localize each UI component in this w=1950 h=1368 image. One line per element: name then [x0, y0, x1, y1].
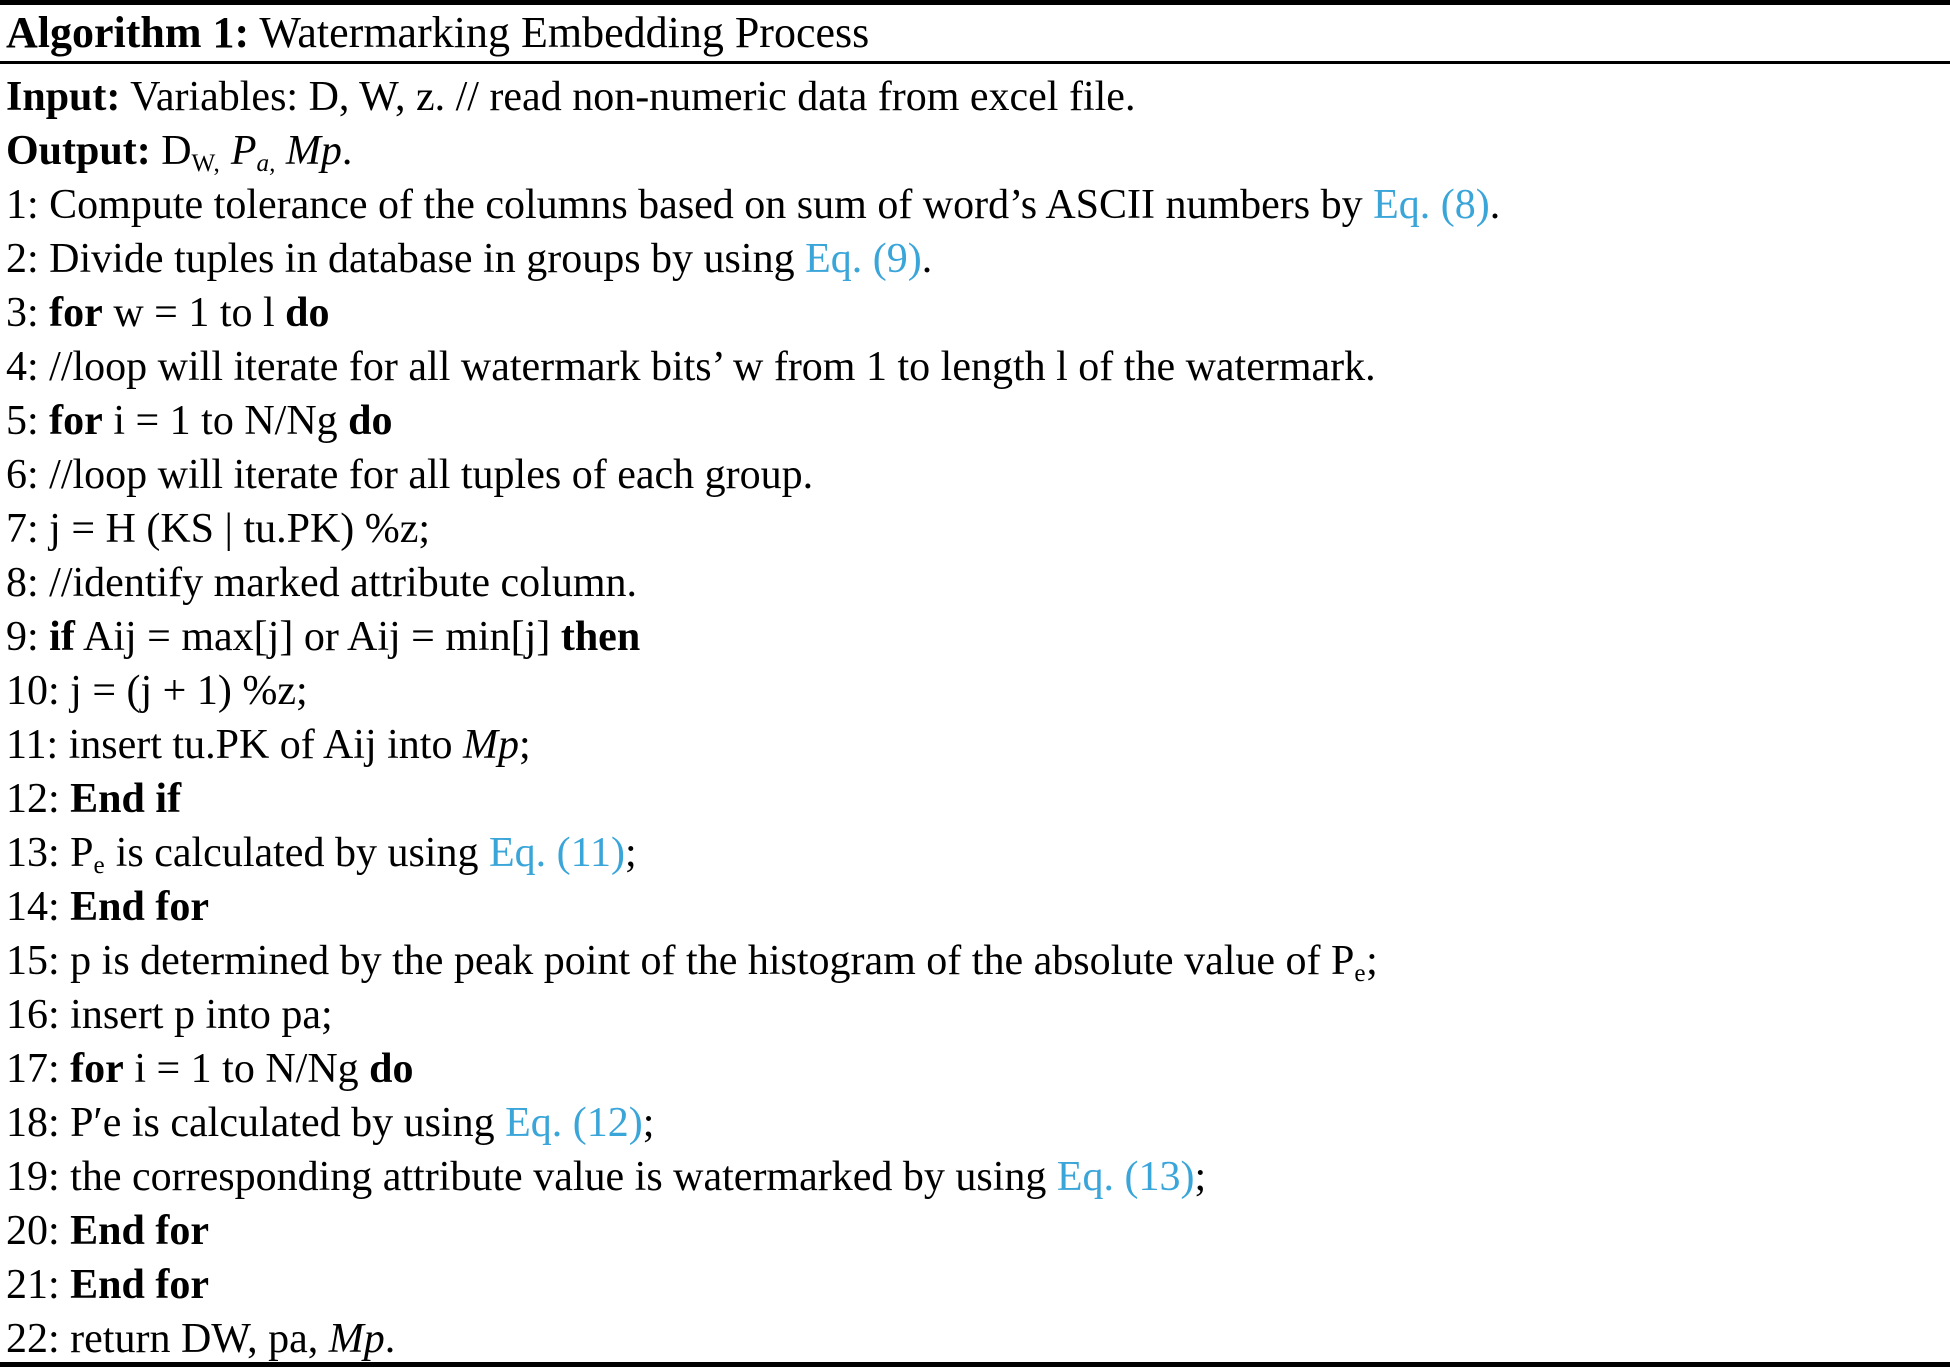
text-segment: Variables: D, W, z. // read non-numeric data from excel file. [120, 74, 1136, 120]
algorithm-line [6, 232, 1950, 286]
algorithm-line [6, 988, 1950, 1042]
text-segment: 13: P [6, 830, 94, 876]
algorithm-line [6, 502, 1950, 556]
text-segment: i = 1 to N/Ng [102, 398, 349, 444]
algorithm-title-label: Algorithm 1: [6, 8, 250, 57]
algorithm-line [6, 1204, 1950, 1258]
text-segment: 11: insert tu.PK of Aij into [6, 722, 463, 768]
text-segment: e [93, 852, 106, 880]
text-segment: . [1489, 182, 1501, 228]
text-segment: do [285, 290, 330, 336]
eq-link[interactable]: Eq. (13) [1056, 1154, 1195, 1200]
text-segment: for [49, 398, 103, 444]
bottom-rule-divider [0, 1362, 1950, 1367]
eq-link[interactable]: Eq. (11) [488, 830, 626, 876]
text-segment: End if [70, 776, 182, 822]
algorithm-line [6, 880, 1950, 934]
text-segment: Mp [328, 1316, 385, 1362]
algorithm-line [6, 70, 1950, 124]
algorithm-title [0, 5, 1950, 61]
text-segment: Mp [462, 722, 519, 768]
text-segment: End for [70, 884, 210, 930]
algorithm-line [6, 448, 1950, 502]
eq-link[interactable]: Eq. (9) [805, 236, 922, 282]
algorithm-line [6, 664, 1950, 718]
text-segment: 10: j = (j + 1) %z; [6, 668, 308, 714]
text-segment: 6: //loop will iterate for all tuples of each group. [6, 452, 814, 498]
text-segment: 14: [6, 884, 71, 930]
text-segment: then [560, 614, 641, 660]
text-segment: e [1354, 960, 1367, 988]
algorithm-title-text: Watermarking Embedding Process [249, 8, 870, 57]
text-segment: for [49, 290, 103, 336]
text-segment: 4: //loop will iterate for all watermark bits’ w from 1 to length l of the watermark. [6, 344, 1376, 390]
text-segment: ; [518, 722, 531, 768]
text-segment: Input: [6, 74, 121, 120]
algorithm-line [6, 772, 1950, 826]
text-segment: 12: [6, 776, 71, 822]
text-segment: P [230, 128, 257, 174]
algorithm-line [6, 394, 1950, 448]
text-segment: 20: [6, 1208, 71, 1254]
text-segment: 5: [6, 398, 50, 444]
text-segment: 9: [6, 614, 50, 660]
text-segment: 18: P′e is calculated by using [6, 1100, 506, 1146]
algorithm-line [6, 718, 1950, 772]
algorithm-line [6, 286, 1950, 340]
text-segment: . [921, 236, 933, 282]
text-segment: End for [70, 1208, 210, 1254]
algorithm-line [6, 934, 1950, 988]
text-segment: i = 1 to N/Ng [123, 1046, 370, 1092]
text-segment: ; [625, 830, 637, 876]
text-segment: is calculated by using [105, 830, 489, 876]
algorithm-line [6, 1312, 1950, 1366]
algorithm-line [6, 1150, 1950, 1204]
text-segment: 15: p is determined by the peak point of the histogram of the absolute value of P [6, 938, 1355, 984]
text-segment: . [384, 1316, 396, 1362]
text-segment: 21: [6, 1262, 71, 1308]
text-segment: W, [191, 150, 221, 178]
text-segment: 8: //identify marked attribute column. [6, 560, 638, 606]
text-segment: Mp [285, 128, 342, 174]
algorithm-line [6, 340, 1950, 394]
algorithm-line [6, 1042, 1950, 1096]
text-segment [275, 128, 286, 174]
eq-link[interactable]: Eq. (8) [1373, 182, 1490, 228]
text-segment: 19: the corresponding attribute value is watermarked by using [6, 1154, 1057, 1200]
text-segment: Output: [6, 128, 151, 174]
text-segment: Aij = max[j] or Aij = min[j] [74, 614, 561, 660]
text-segment: for [70, 1046, 124, 1092]
algorithm-line [6, 610, 1950, 664]
algorithm-line [6, 124, 1950, 178]
text-segment: 7: j = H (KS | tu.PK) %z; [6, 506, 431, 552]
text-segment: a, [256, 150, 276, 178]
text-segment: w = 1 to l [102, 290, 286, 336]
text-segment: ; [642, 1100, 655, 1146]
text-segment: . [341, 128, 353, 174]
text-segment: do [369, 1046, 414, 1092]
text-segment: 22: return DW, pa, [6, 1316, 329, 1362]
eq-link[interactable]: Eq. (12) [505, 1100, 643, 1146]
text-segment: ; [1194, 1154, 1207, 1200]
text-segment: End for [70, 1262, 210, 1308]
text-segment: if [49, 614, 75, 660]
algorithm-line [6, 556, 1950, 610]
text-segment: 17: [6, 1046, 71, 1092]
text-segment: do [348, 398, 393, 444]
text-segment: 16: insert p into pa; [6, 992, 333, 1038]
algorithm-line [6, 826, 1950, 880]
algorithm-body [0, 64, 1950, 1366]
text-segment [220, 128, 231, 174]
algorithm-line [6, 1096, 1950, 1150]
algorithm-line [6, 178, 1950, 232]
text-segment: ; [1366, 938, 1378, 984]
text-segment: 1: Compute tolerance of the columns based on sum of word’s ASCII numbers by [6, 182, 1374, 228]
algorithm-line [6, 1258, 1950, 1312]
text-segment: 3: [6, 290, 50, 336]
text-segment: 2: Divide tuples in database in groups by using [6, 236, 806, 282]
text-segment: D [150, 128, 192, 174]
